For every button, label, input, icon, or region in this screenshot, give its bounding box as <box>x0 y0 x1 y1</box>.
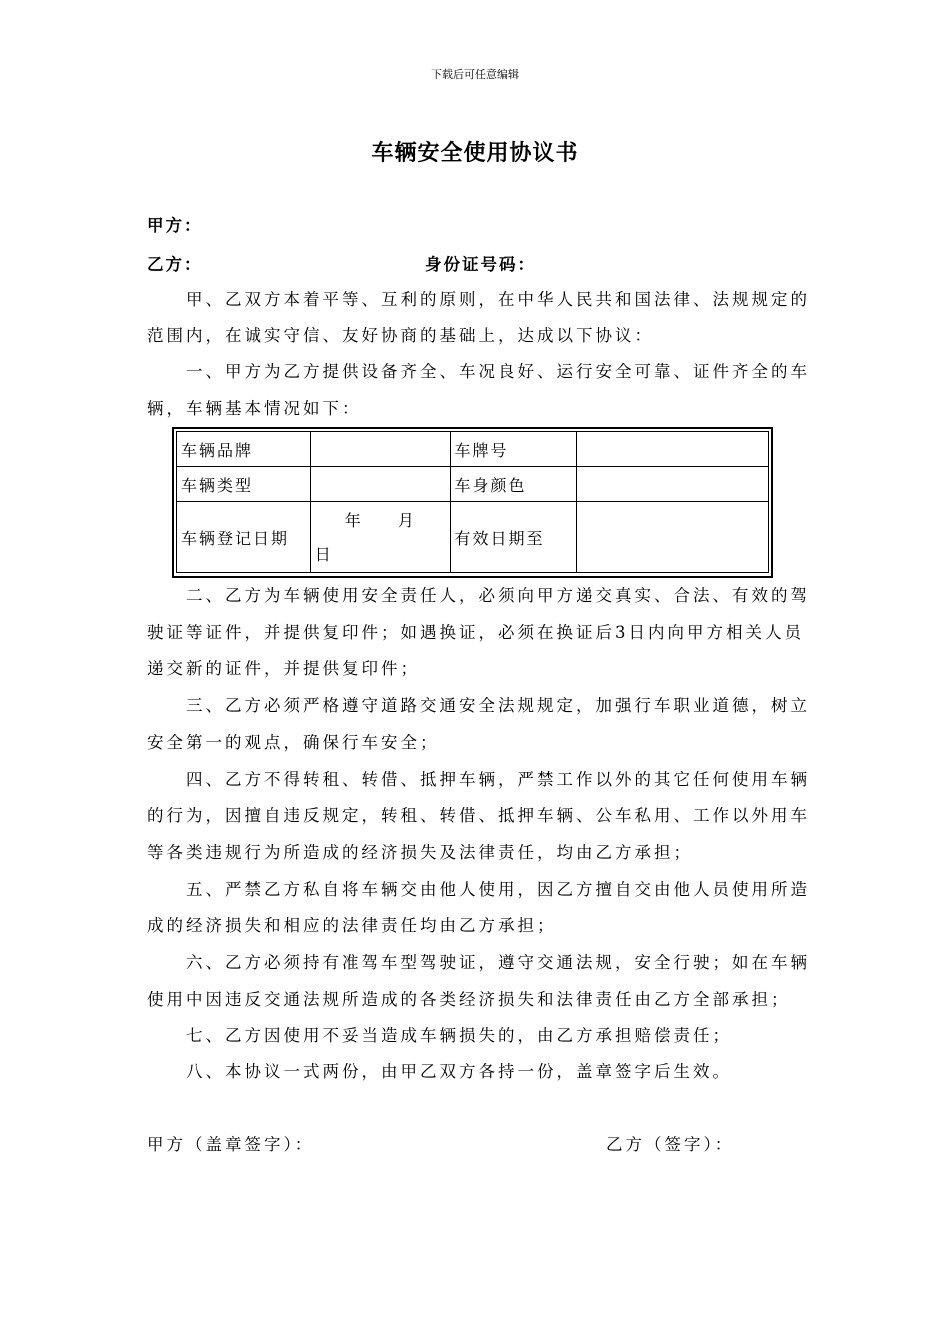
clause-5-line-1: 五、严禁乙方私自将车辆交由他人使用，因乙方擅自交由他人员使用所造 <box>186 880 810 899</box>
valid-until-value[interactable] <box>577 502 769 573</box>
table-row <box>177 502 769 573</box>
page-title: 车辆安全使用协议书 <box>371 141 579 166</box>
header-note: 下载后可任意编辑 <box>431 68 519 81</box>
reg-date-label: 车辆登记日期 <box>177 502 311 573</box>
clause-1-line-2: 辆，车辆基本情况如下： <box>147 399 362 418</box>
id-number-label: 身份证号码： <box>425 255 536 274</box>
clause-8: 八、本协议一式两份，由甲乙双方各持一份，盖章签字后生效。 <box>186 1062 732 1081</box>
valid-until-label: 有效日期至 <box>450 502 577 573</box>
clause-4-line-2: 的行为，因擅自违反规定，转租、转借、抵押车辆、公车私用、工作以外用车 <box>147 806 810 825</box>
signature-party-b: 乙方（签字）： <box>606 1135 735 1154</box>
color-label: 车身颜色 <box>450 467 577 502</box>
reg-date-year-month: 年 月 <box>344 511 416 530</box>
party-a-label: 甲方： <box>147 216 203 235</box>
plate-value[interactable] <box>577 432 769 467</box>
plate-label: 车牌号 <box>450 432 577 467</box>
brand-label: 车辆品牌 <box>177 432 311 467</box>
reg-date-day: 日 <box>314 545 333 564</box>
table-row <box>177 432 769 467</box>
type-value[interactable] <box>310 467 450 502</box>
clause-7: 七、乙方因使用不妥当造成车辆损失的，由乙方承担赔偿责任； <box>186 1026 732 1045</box>
clause-3-line-1: 三、乙方必须严格遵守道路交通安全法规规定，加强行车职业道德，树立 <box>186 696 810 715</box>
brand-value[interactable] <box>310 432 450 467</box>
clause-6-line-2: 使用中因违反交通法规所造成的各类经济损失和法律责任由乙方全部承担； <box>147 990 791 1009</box>
party-b-row <box>147 251 807 275</box>
clause-1-line-1: 一、甲方为乙方提供设备齐全、车况良好、运行安全可靠、证件齐全的车 <box>186 362 810 381</box>
table-row <box>177 467 769 502</box>
reg-date-value[interactable] <box>310 502 450 573</box>
type-label: 车辆类型 <box>177 467 311 502</box>
clause-3-line-2: 安全第一的观点，确保行车安全； <box>147 733 440 752</box>
clause-4-line-3: 等各类违规行为所造成的经济损失及法律责任，均由乙方承担； <box>147 843 693 862</box>
clause-2-line-2: 驶证等证件，并提供复印件；如遇换证，必须在换证后3日内向甲方相关人员 <box>147 623 804 642</box>
signature-party-a: 甲方（盖章签字）： <box>147 1135 315 1154</box>
clause-2-line-3: 递交新的证件，并提供复印件； <box>147 659 420 678</box>
paragraph-intro-2: 范围内，在诚实守信、友好协商的基础上，达成以下协议： <box>147 326 654 345</box>
paragraph-intro-1: 甲、乙双方本着平等、互利的原则，在中华人民共和国法律、法规规定的 <box>186 290 810 309</box>
clause-4-line-1: 四、乙方不得转租、转借、抵押车辆，严禁工作以外的其它任何使用车辆 <box>186 770 810 789</box>
vehicle-info-table <box>172 427 773 578</box>
party-b-label: 乙方： <box>147 255 203 274</box>
color-value[interactable] <box>577 467 769 502</box>
clause-6-line-1: 六、乙方必须持有准驾车型驾驶证，遵守交通法规，安全行驶；如在车辆 <box>186 953 810 972</box>
clause-2-line-1: 二、乙方为车辆使用安全责任人，必须向甲方递交真实、合法、有效的驾 <box>186 586 810 605</box>
clause-5-line-2: 成的经济损失和相应的法律责任均由乙方承担； <box>147 916 557 935</box>
